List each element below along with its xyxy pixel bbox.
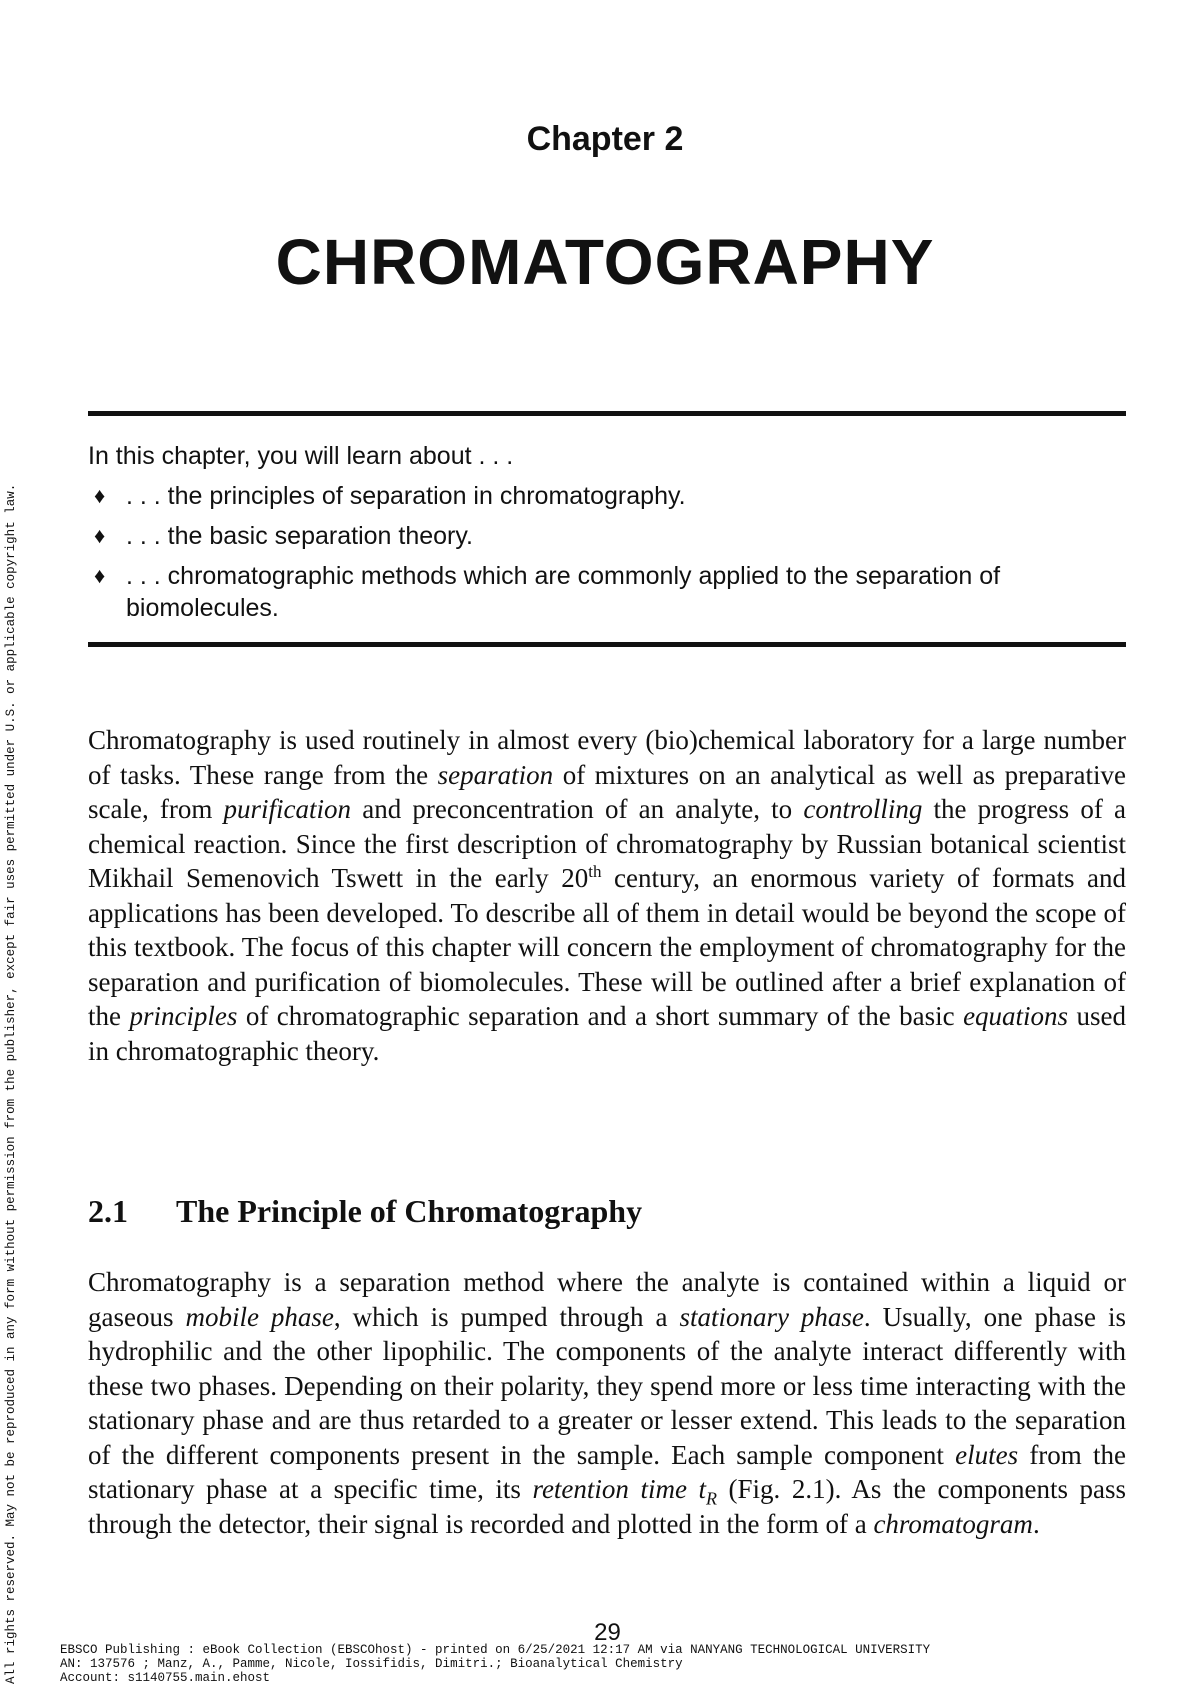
emphasis: purification	[223, 794, 352, 824]
copyright-line: All rights reserved. May not be reproduced in any form without permission from the publisher, except fair uses permitted under U.S. or applicable copyright law.	[4, 483, 18, 1684]
diamond-bullet-icon: ♦	[94, 563, 106, 588]
text-run: century, an enormous variety of formats and applications has been developed. To describe all of them in detail would be beyond the scope of this textbook. The focus of this chapter will concern the employment of chromatography for the separation and purification of biomolecules. These will be outlined after a brief explanation of the	[88, 863, 1127, 1031]
objectives-intro: In this chapter, you will learn about . . .	[88, 442, 514, 470]
chapter-title: CHROMATOGRAPHY	[275, 226, 935, 298]
text-run: used in chromatographic theory.	[88, 1001, 1126, 1066]
footer-line: Account: s1140755.main.ehost	[60, 1671, 271, 1685]
emphasis: elutes	[955, 1439, 1019, 1470]
text-run: of mixtures on an analytical as well as preparative scale, from	[88, 759, 1126, 824]
objective-item	[88, 560, 1128, 624]
text-run: the progress of a chemical reaction. Since the first description of chromatography by Russian botanical scientist Mikhail Semenovich Tswett in the early 20	[88, 794, 1126, 893]
page-number: 29	[594, 1619, 621, 1646]
diamond-bullet-icon: ♦	[94, 483, 106, 508]
section-heading	[88, 1193, 642, 1230]
emphasis: principles	[129, 1001, 238, 1031]
section-title: The Principle of Chromatography	[176, 1193, 643, 1229]
objectives-top-rule	[88, 411, 1126, 416]
text-run: , which is pumped through a	[333, 1301, 680, 1332]
diamond-bullet-icon: ♦	[94, 523, 106, 548]
text-run: Chromatography is used routinely in almost every (bio)chemical laboratory for a large number of tasks. These range from the	[88, 725, 1126, 790]
emphasis: separation	[437, 759, 554, 790]
footer-line: AN: 137576 ; Manz, A., Pamme, Nicole, Iossifidis, Dimitri.; Bioanalytical Chemistry	[60, 1657, 683, 1671]
ebsco-footer	[60, 1643, 930, 1685]
subscript: R	[706, 1488, 717, 1509]
objective-text: . . . the basic separation theory.	[126, 522, 473, 550]
footer-line: EBSCO Publishing : eBook Collection (EBSCOhost) - printed on 6/25/2021 12:17 AM via NANYANG TECHNOLOGICAL UNIVERSITY	[60, 1643, 931, 1657]
chapter-label: Chapter 2	[526, 120, 684, 158]
emphasis: equations	[963, 1001, 1069, 1031]
emphasis: chromatogram	[873, 1508, 1033, 1539]
emphasis: retention time t	[532, 1474, 706, 1504]
objective-item	[88, 520, 1128, 552]
emphasis: mobile phase	[185, 1301, 334, 1332]
text-run: (Fig. 2.1). As the components pass through the detector, their signal is recorded and plotted in the form of a	[88, 1474, 1126, 1539]
objective-text: . . . the principles of separation in chromatography.	[126, 482, 686, 510]
intro-paragraph	[88, 723, 1126, 1068]
emphasis: controlling	[803, 794, 923, 824]
copyright-notice	[0, 484, 20, 1684]
objective-text: . . . chromatographic methods which are commonly applied to the separation of biomolecules.	[126, 562, 1001, 622]
learning-objectives	[88, 440, 1128, 632]
text-run: of chromatographic separation and a short summary of the basic	[237, 1001, 964, 1031]
objectives-bottom-rule	[88, 642, 1126, 647]
section-paragraph	[88, 1265, 1126, 1541]
section-number: 2.1	[88, 1193, 128, 1229]
text-run: . Usually, one phase is hydrophilic and the other lipophilic. The components of the analyte interact differently with these two phases. Depending on their polarity, they spend more or less time interacting with the stationary phase and are thus retarded to a greater or lesser extend. This leads to the separation of the different components present in the sample. Each sample component	[88, 1301, 1126, 1470]
objective-item	[88, 480, 1128, 512]
text-run: Chromatography is a separation method where the analyte is contained within a liquid or gaseous	[88, 1267, 1126, 1332]
text-run: from the stationary phase at a specific time, its	[88, 1439, 1126, 1504]
text-run: .	[1032, 1508, 1040, 1539]
objectives-list	[88, 480, 1128, 624]
emphasis: stationary phase	[679, 1301, 864, 1332]
superscript: th	[588, 862, 602, 881]
text-run: and preconcentration of an analyte, to	[351, 794, 804, 824]
